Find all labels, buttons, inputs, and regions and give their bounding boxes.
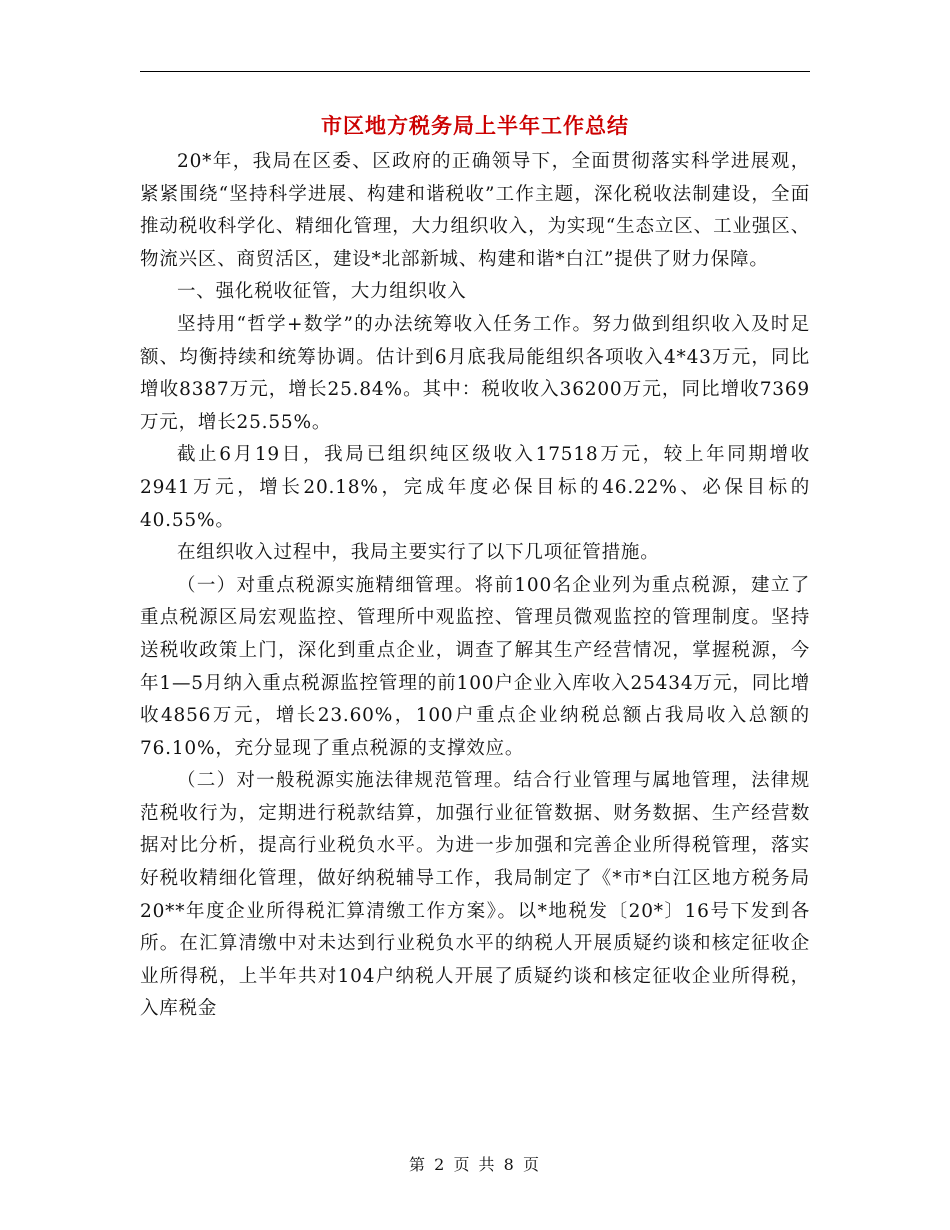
paragraph-general-tax-sources: （二）对一般税源实施法律规范管理。结合行业管理与属地管理，法律规范税收行为，定期进行税款结算，加强行业征管数据、财务数据、生产经营数据对比分析，提高行业税负水平。为进一步加强和完善企业所得税管理，落实好税收精细化管理，做好纳税辅导工作，我局制定了《*市*白江区地方税务局20**年度企业所得税汇算清缴工作方案》。以*地税发〔20*〕16号下发到各所。在汇算清缴中对未达到行业税负水平的纳税人开展质疑约谈和核定征收企业所得税，上半年共对104户纳税人开展了质疑约谈和核定征收企业所得税，入库税金 bbox=[140, 770, 810, 1020]
document-body bbox=[140, 146, 810, 1026]
footer-suffix: 页 bbox=[522, 1155, 541, 1174]
paragraph-key-tax-sources: （一）对重点税源实施精细管理。将前100名企业列为重点税源，建立了重点税源区局宏观监控、管理所中观监控、管理员微观监控的管理制度。坚持送税收政策上门，深化到重点企业，调查了解其生产经营情况，掌握税源，今年1—5月纳入重点税源监控管理的前100户企业入库收入25434万元，同比增收4856万元，增长23.60%，100户重点企业纳税总额占我局收入总额的76.10%，充分显现了重点税源的支撑效应。 bbox=[140, 574, 810, 759]
paragraph-measures-intro: 在组织收入过程中，我局主要实行了以下几项征管措施。 bbox=[177, 542, 660, 564]
footer-prefix: 第 bbox=[409, 1155, 428, 1174]
header-rule bbox=[140, 71, 810, 72]
section-heading-1: 一、强化税收征管，大力组织收入 bbox=[177, 281, 467, 303]
document-title: 市区地方税务局上半年工作总结 bbox=[321, 113, 629, 138]
paragraph-revenue-overview: 坚持用“哲学+数学”的办法统筹收入任务工作。努力做到组织收入及时足额、均衡持续和统筹协调。估计到6月底我局能组织各项收入4*43万元，同比增收8387万元，增长25.84%。其中：税收收入36200万元，同比增收7369万元，增长25.55%。 bbox=[140, 313, 810, 433]
paragraph-intro: 20*年，我局在区委、区政府的正确领导下，全面贯彻落实科学进展观，紧紧围绕“坚持科学进展、构建和谐税收”工作主题，深化税收法制建设，全面推动税收科学化、精细化管理，大力组织收入，为实现“生态立区、工业强区、物流兴区、商贸活区，建设*北部新城、构建和谐*白江”提供了财力保障。 bbox=[140, 151, 810, 270]
page-footer bbox=[0, 1152, 950, 1175]
paragraph-district-revenue: 截止6月19日，我局已组织纯区级收入17518万元，较上年同期增收2941万元，增长20.18%，完成年度必保目标的46.22%、必保目标的40.55%。 bbox=[140, 444, 810, 531]
total-pages-number: 8 bbox=[503, 1155, 516, 1174]
footer-total-word: 共 bbox=[478, 1155, 497, 1174]
footer-page-word: 页 bbox=[453, 1155, 472, 1174]
current-page-number: 2 bbox=[434, 1155, 447, 1174]
